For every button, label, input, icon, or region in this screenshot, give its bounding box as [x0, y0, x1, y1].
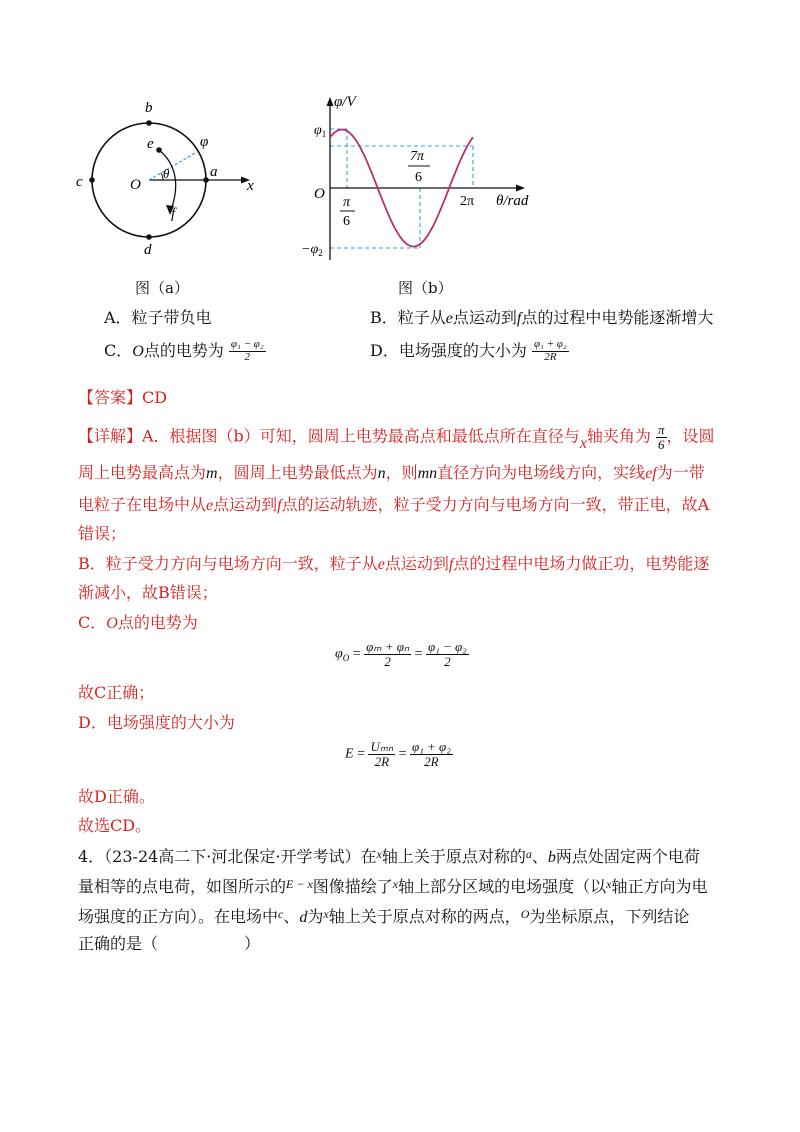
option-a: A．粒子带负电 — [104, 308, 212, 327]
x-axis-b-label: θ/rad — [496, 193, 529, 209]
caption-a: 图（a） — [135, 279, 189, 297]
option-d: D．电场强度的大小为 $\frac{\text{φ₁ + φ₂}}{2R}$ — [370, 338, 567, 363]
equation-phi-o: $\varphi_O$ = $\frac{\text{φₘ + φₙ}}{2}$ = $\frac{\text{φ₁ − φ₂}}{2}$ — [335, 639, 467, 669]
tick-7pi6-den: 6 — [415, 170, 422, 185]
detail-line-2: 周上电势最高点为m，圆周上电势最低点为n，则mn直径方向为电场线方向，实线ef为一带 — [78, 463, 705, 482]
option-b: B．粒子从e点运动到f点的过程中电势能逐渐增大 — [370, 308, 714, 327]
detail-line-8: 故C正确； — [78, 683, 155, 702]
dashed-radius — [149, 152, 197, 180]
tick-phi1: $\varphi_1$ — [314, 123, 327, 139]
detail-line-11: 故选CD。 — [78, 816, 152, 835]
q4-line-1: 4．（23-24高二下·河北保定·开学考试）在$^x$轴上关于原点对称的$^a$、b两点处固定两个电荷 — [78, 847, 700, 866]
q4-line-4: 正确的是（ ） — [78, 934, 261, 953]
point-b — [146, 120, 152, 126]
x-axis-b-arrow — [516, 185, 525, 192]
label-a: a — [210, 164, 218, 180]
detail-line-10: 故D正确。 — [78, 787, 155, 806]
figure-b — [300, 88, 560, 268]
tick-neg-phi2: $-\varphi_2$ — [301, 242, 323, 258]
detail-line-4: 错误； — [78, 524, 127, 543]
label-x: x — [247, 178, 254, 194]
caption-b: 图（b） — [398, 279, 453, 297]
label-e: e — [147, 136, 154, 152]
q4-line-2: 量相等的点电荷，如图所示的$^{E - x}$图像描绘了$^x$轴上部分区域的电场强度（以$^x$轴正方向为电 — [78, 877, 708, 896]
label-theta: θ — [163, 166, 170, 181]
tick-2pi: 2π — [460, 194, 475, 209]
answer-line: 【答案】CD — [78, 388, 168, 407]
point-c — [89, 177, 95, 183]
label-phi: φ — [200, 134, 209, 150]
y-axis-label: φ/V — [334, 94, 356, 110]
tick-7pi6-num: 7π — [410, 149, 425, 164]
detail-pi6-fraction: $\frac{\pi}{6}$ — [658, 422, 665, 452]
detail-line-9: D．电场强度的大小为 — [78, 713, 235, 732]
label-c: c — [76, 174, 83, 190]
detail-line-3: 电粒子在电场中从e点运动到f点的运动轨迹，粒子受力方向与电场方向一致，带正电，故A — [78, 495, 710, 514]
option-c-fraction: $\frac{\text{φ₁ − φ₂}}{2}$ — [230, 338, 264, 363]
detail-line-1: 【详解】A．根据图（b）可知，圆周上电势最高点和最低点所在直径与x轴夹角为 $\frac{\pi}{6}$ ，设圆 — [78, 422, 715, 452]
option-d-fraction: $\frac{\text{φ₁ + φ₂}}{2R}$ — [533, 338, 567, 363]
label-b: b — [145, 100, 153, 116]
point-e — [156, 147, 162, 153]
label-o: O — [130, 177, 141, 193]
y-axis-arrow — [327, 97, 334, 106]
option-c: C．O点的电势为 $\frac{\text{φ₁ − φ₂}}{2}$ — [104, 338, 264, 363]
figure-a — [70, 92, 280, 272]
point-d — [146, 234, 152, 240]
label-d: d — [144, 242, 152, 258]
q4-line-3: 场强度的正方向）。在电场中$^c$、d为$^x$轴上关于原点对称的两点，$^O$为坐标原点，下列结论 — [78, 907, 690, 926]
detail-line-6: 渐减小，故B错误； — [78, 583, 218, 602]
point-a — [203, 177, 209, 183]
origin-label: O — [314, 186, 325, 202]
tick-pi6-num: π — [343, 195, 351, 210]
equation-e: E = $\frac{\text{Uₘₙ}}{2R}$ = $\frac{\text{φ₁ + φ₂}}{2R}$ — [345, 739, 451, 769]
tick-pi6-den: 6 — [343, 214, 350, 229]
label-f: f — [171, 206, 176, 222]
detail-line-7: C．O点的电势为 — [78, 613, 198, 632]
detail-line-5: B．粒子受力方向与电场方向一致，粒子从e点运动到f点的过程中电场力做正功，电势能逐 — [78, 554, 710, 573]
